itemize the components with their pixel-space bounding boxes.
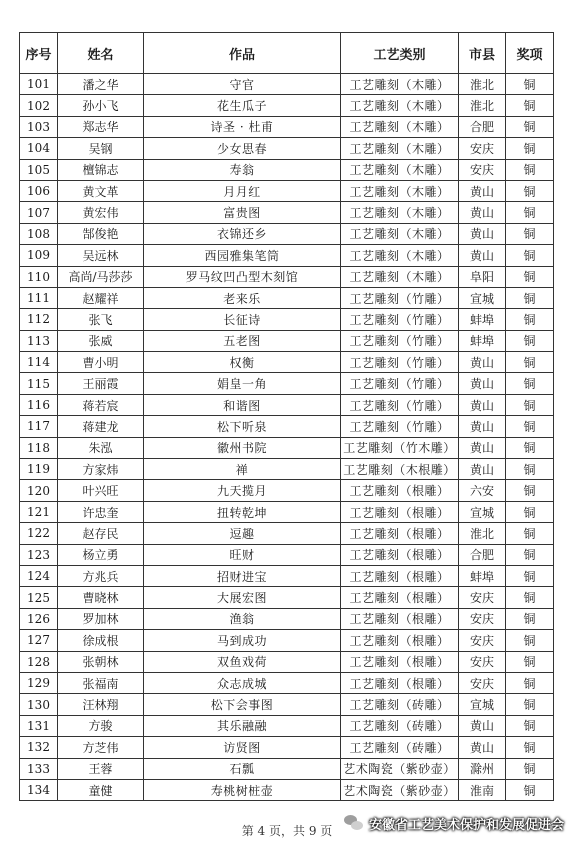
cell-award: 铜 xyxy=(506,587,554,608)
table-body xyxy=(20,74,554,801)
table-row xyxy=(20,587,554,608)
table-row xyxy=(20,245,554,266)
watermark xyxy=(344,814,564,833)
cell-award: 铜 xyxy=(506,309,554,330)
cell-no: 122 xyxy=(20,523,58,544)
cell-city: 安庆 xyxy=(459,608,506,629)
cell-city: 宣城 xyxy=(459,694,506,715)
cell-award: 铜 xyxy=(506,651,554,672)
cell-city: 黄山 xyxy=(459,437,506,458)
cell-category: 工艺雕刻（砖雕） xyxy=(341,715,459,736)
cell-no: 126 xyxy=(20,608,58,629)
cell-name: 方芝伟 xyxy=(58,737,144,758)
cell-work: 其乐融融 xyxy=(144,715,341,736)
cell-category: 工艺雕刻（竹雕） xyxy=(341,373,459,394)
cell-name: 郜俊艳 xyxy=(58,223,144,244)
cell-city: 宣城 xyxy=(459,501,506,522)
cell-name: 潘之华 xyxy=(58,74,144,95)
cell-award: 铜 xyxy=(506,394,554,415)
cell-no: 133 xyxy=(20,758,58,779)
cell-city: 阜阳 xyxy=(459,266,506,287)
cell-no: 109 xyxy=(20,245,58,266)
cell-no: 127 xyxy=(20,630,58,651)
cell-name: 童健 xyxy=(58,779,144,800)
cell-work: 禅 xyxy=(144,459,341,480)
header-no: 序号 xyxy=(20,33,58,74)
cell-work: 招财进宝 xyxy=(144,565,341,586)
cell-name: 吴远林 xyxy=(58,245,144,266)
cell-category: 工艺雕刻（根雕） xyxy=(341,544,459,565)
header-city: 市县 xyxy=(459,33,506,74)
cell-city: 淮北 xyxy=(459,74,506,95)
table-row xyxy=(20,694,554,715)
cell-award: 铜 xyxy=(506,416,554,437)
cell-city: 黄山 xyxy=(459,394,506,415)
cell-name: 方兆兵 xyxy=(58,565,144,586)
cell-work: 寿桃树桩壶 xyxy=(144,779,341,800)
cell-no: 111 xyxy=(20,287,58,308)
cell-no: 101 xyxy=(20,74,58,95)
table-row xyxy=(20,459,554,480)
cell-award: 铜 xyxy=(506,694,554,715)
cell-no: 123 xyxy=(20,544,58,565)
table-row xyxy=(20,180,554,201)
cell-category: 工艺雕刻（木雕） xyxy=(341,223,459,244)
cell-work: 少女思春 xyxy=(144,138,341,159)
cell-name: 郑志华 xyxy=(58,116,144,137)
cell-city: 六安 xyxy=(459,480,506,501)
cell-category: 工艺雕刻（根雕） xyxy=(341,608,459,629)
cell-category: 工艺雕刻（根雕） xyxy=(341,523,459,544)
cell-city: 黄山 xyxy=(459,352,506,373)
cell-city: 安庆 xyxy=(459,587,506,608)
cell-name: 王蓉 xyxy=(58,758,144,779)
cell-work: 渔翁 xyxy=(144,608,341,629)
cell-city: 黄山 xyxy=(459,737,506,758)
table-row xyxy=(20,116,554,137)
table-row xyxy=(20,630,554,651)
table-header-row xyxy=(20,33,554,74)
table-row xyxy=(20,394,554,415)
cell-no: 130 xyxy=(20,694,58,715)
cell-no: 113 xyxy=(20,330,58,351)
cell-work: 众志成城 xyxy=(144,672,341,693)
cell-category: 工艺雕刻（根雕） xyxy=(341,630,459,651)
cell-award: 铜 xyxy=(506,330,554,351)
cell-name: 罗加林 xyxy=(58,608,144,629)
cell-award: 铜 xyxy=(506,565,554,586)
cell-work: 旺财 xyxy=(144,544,341,565)
cell-award: 铜 xyxy=(506,608,554,629)
cell-category: 工艺雕刻（木根雕） xyxy=(341,459,459,480)
cell-category: 工艺雕刻（砖雕） xyxy=(341,694,459,715)
table-row xyxy=(20,352,554,373)
cell-award: 铜 xyxy=(506,266,554,287)
cell-category: 工艺雕刻（木雕） xyxy=(341,180,459,201)
cell-award: 铜 xyxy=(506,287,554,308)
cell-category: 工艺雕刻（竹雕） xyxy=(341,309,459,330)
cell-city: 黄山 xyxy=(459,180,506,201)
cell-award: 铜 xyxy=(506,630,554,651)
cell-name: 叶兴旺 xyxy=(58,480,144,501)
cell-work: 富贵图 xyxy=(144,202,341,223)
cell-city: 宣城 xyxy=(459,287,506,308)
cell-no: 104 xyxy=(20,138,58,159)
cell-work: 月月红 xyxy=(144,180,341,201)
cell-name: 张福南 xyxy=(58,672,144,693)
cell-name: 曹晓林 xyxy=(58,587,144,608)
cell-category: 工艺雕刻（木雕） xyxy=(341,138,459,159)
cell-name: 杨立勇 xyxy=(58,544,144,565)
cell-city: 黄山 xyxy=(459,459,506,480)
cell-name: 汪林翔 xyxy=(58,694,144,715)
table-row xyxy=(20,223,554,244)
cell-category: 工艺雕刻（竹雕） xyxy=(341,330,459,351)
cell-award: 铜 xyxy=(506,779,554,800)
header-name: 姓名 xyxy=(58,33,144,74)
table-row xyxy=(20,608,554,629)
cell-award: 铜 xyxy=(506,737,554,758)
cell-work: 西园雅集笔筒 xyxy=(144,245,341,266)
cell-city: 安庆 xyxy=(459,651,506,672)
cell-work: 娟皇一角 xyxy=(144,373,341,394)
cell-category: 工艺雕刻（木雕） xyxy=(341,245,459,266)
cell-category: 工艺雕刻（根雕） xyxy=(341,587,459,608)
cell-work: 扭转乾坤 xyxy=(144,501,341,522)
cell-name: 赵耀祥 xyxy=(58,287,144,308)
cell-city: 合肥 xyxy=(459,116,506,137)
cell-award: 铜 xyxy=(506,180,554,201)
cell-city: 黄山 xyxy=(459,223,506,244)
cell-city: 合肥 xyxy=(459,544,506,565)
cell-no: 116 xyxy=(20,394,58,415)
cell-award: 铜 xyxy=(506,672,554,693)
cell-no: 124 xyxy=(20,565,58,586)
cell-award: 铜 xyxy=(506,437,554,458)
cell-no: 105 xyxy=(20,159,58,180)
cell-city: 安庆 xyxy=(459,630,506,651)
cell-work: 九天揽月 xyxy=(144,480,341,501)
table-row xyxy=(20,416,554,437)
table-row xyxy=(20,74,554,95)
cell-city: 黄山 xyxy=(459,373,506,394)
cell-name: 王丽霞 xyxy=(58,373,144,394)
cell-no: 112 xyxy=(20,309,58,330)
table-row xyxy=(20,309,554,330)
cell-work: 大展宏图 xyxy=(144,587,341,608)
table-row xyxy=(20,672,554,693)
cell-city: 黄山 xyxy=(459,715,506,736)
cell-city: 蚌埠 xyxy=(459,330,506,351)
award-table xyxy=(19,32,554,801)
cell-category: 工艺雕刻（木雕） xyxy=(341,159,459,180)
table-row xyxy=(20,501,554,522)
cell-name: 张威 xyxy=(58,330,144,351)
cell-work: 和谐图 xyxy=(144,394,341,415)
cell-category: 工艺雕刻（竹雕） xyxy=(341,352,459,373)
cell-work: 寿翁 xyxy=(144,159,341,180)
cell-work: 双鱼戏荷 xyxy=(144,651,341,672)
wechat-icon xyxy=(344,815,364,832)
cell-work: 诗圣 · 杜甫 xyxy=(144,116,341,137)
cell-category: 工艺雕刻（竹雕） xyxy=(341,416,459,437)
watermark-text: 安徽省工艺美术保护和发展促进会 xyxy=(368,818,564,833)
table-row xyxy=(20,202,554,223)
cell-no: 117 xyxy=(20,416,58,437)
cell-name: 方骏 xyxy=(58,715,144,736)
cell-no: 102 xyxy=(20,95,58,116)
cell-category: 工艺雕刻（木雕） xyxy=(341,202,459,223)
table-row xyxy=(20,544,554,565)
cell-name: 黄宏伟 xyxy=(58,202,144,223)
cell-name: 张飞 xyxy=(58,309,144,330)
cell-work: 老来乐 xyxy=(144,287,341,308)
cell-award: 铜 xyxy=(506,159,554,180)
table-row xyxy=(20,159,554,180)
cell-work: 逗趣 xyxy=(144,523,341,544)
cell-work: 马到成功 xyxy=(144,630,341,651)
cell-no: 114 xyxy=(20,352,58,373)
cell-city: 黄山 xyxy=(459,202,506,223)
cell-no: 129 xyxy=(20,672,58,693)
cell-award: 铜 xyxy=(506,352,554,373)
cell-category: 工艺雕刻（木雕） xyxy=(341,74,459,95)
cell-name: 张朝林 xyxy=(58,651,144,672)
cell-work: 徽州书院 xyxy=(144,437,341,458)
table-row xyxy=(20,266,554,287)
cell-award: 铜 xyxy=(506,74,554,95)
cell-work: 松下听泉 xyxy=(144,416,341,437)
cell-category: 工艺雕刻（砖雕） xyxy=(341,737,459,758)
cell-work: 访贤图 xyxy=(144,737,341,758)
cell-city: 淮北 xyxy=(459,95,506,116)
cell-name: 高尚/马莎莎 xyxy=(58,266,144,287)
cell-category: 艺术陶瓷（紫砂壶） xyxy=(341,779,459,800)
table-row xyxy=(20,95,554,116)
cell-name: 孙小飞 xyxy=(58,95,144,116)
cell-city: 黄山 xyxy=(459,245,506,266)
cell-name: 曹小明 xyxy=(58,352,144,373)
cell-name: 吴钢 xyxy=(58,138,144,159)
cell-no: 120 xyxy=(20,480,58,501)
table-row xyxy=(20,565,554,586)
cell-name: 许忠奎 xyxy=(58,501,144,522)
cell-city: 蚌埠 xyxy=(459,565,506,586)
table-row xyxy=(20,437,554,458)
cell-category: 工艺雕刻（根雕） xyxy=(341,480,459,501)
cell-award: 铜 xyxy=(506,245,554,266)
cell-category: 工艺雕刻（竹雕） xyxy=(341,287,459,308)
cell-city: 蚌埠 xyxy=(459,309,506,330)
cell-no: 125 xyxy=(20,587,58,608)
cell-name: 蒋建龙 xyxy=(58,416,144,437)
cell-award: 铜 xyxy=(506,480,554,501)
cell-award: 铜 xyxy=(506,715,554,736)
cell-no: 131 xyxy=(20,715,58,736)
cell-award: 铜 xyxy=(506,501,554,522)
cell-city: 安庆 xyxy=(459,672,506,693)
cell-category: 艺术陶瓷（紫砂壶） xyxy=(341,758,459,779)
cell-work: 罗马纹凹凸型木刻馆 xyxy=(144,266,341,287)
header-work: 作品 xyxy=(144,33,341,74)
cell-award: 铜 xyxy=(506,223,554,244)
cell-work: 松下会事图 xyxy=(144,694,341,715)
cell-name: 徐成根 xyxy=(58,630,144,651)
cell-category: 工艺雕刻（根雕） xyxy=(341,651,459,672)
cell-no: 119 xyxy=(20,459,58,480)
cell-award: 铜 xyxy=(506,95,554,116)
cell-no: 115 xyxy=(20,373,58,394)
cell-no: 110 xyxy=(20,266,58,287)
cell-award: 铜 xyxy=(506,116,554,137)
cell-work: 衣锦还乡 xyxy=(144,223,341,244)
cell-city: 淮北 xyxy=(459,523,506,544)
cell-category: 工艺雕刻（木雕） xyxy=(341,116,459,137)
cell-city: 黄山 xyxy=(459,416,506,437)
cell-city: 淮南 xyxy=(459,779,506,800)
table-row xyxy=(20,330,554,351)
table-row xyxy=(20,523,554,544)
cell-category: 工艺雕刻（根雕） xyxy=(341,501,459,522)
table-row xyxy=(20,737,554,758)
cell-name: 蒋若宸 xyxy=(58,394,144,415)
cell-award: 铜 xyxy=(506,373,554,394)
header-award: 奖项 xyxy=(506,33,554,74)
cell-category: 工艺雕刻（根雕） xyxy=(341,565,459,586)
cell-no: 108 xyxy=(20,223,58,244)
table-row xyxy=(20,287,554,308)
cell-name: 朱泓 xyxy=(58,437,144,458)
table-row xyxy=(20,480,554,501)
cell-award: 铜 xyxy=(506,138,554,159)
header-category: 工艺类别 xyxy=(341,33,459,74)
cell-work: 权衡 xyxy=(144,352,341,373)
table-row xyxy=(20,758,554,779)
cell-work: 花生瓜子 xyxy=(144,95,341,116)
table-row xyxy=(20,779,554,800)
cell-award: 铜 xyxy=(506,202,554,223)
cell-no: 118 xyxy=(20,437,58,458)
cell-city: 安庆 xyxy=(459,159,506,180)
cell-category: 工艺雕刻（木雕） xyxy=(341,266,459,287)
cell-award: 铜 xyxy=(506,758,554,779)
cell-city: 安庆 xyxy=(459,138,506,159)
cell-work: 五老图 xyxy=(144,330,341,351)
cell-category: 工艺雕刻（竹雕） xyxy=(341,394,459,415)
cell-no: 106 xyxy=(20,180,58,201)
table-row xyxy=(20,651,554,672)
cell-city: 滁州 xyxy=(459,758,506,779)
cell-work: 守官 xyxy=(144,74,341,95)
cell-name: 赵存民 xyxy=(58,523,144,544)
table-row xyxy=(20,138,554,159)
cell-award: 铜 xyxy=(506,544,554,565)
cell-award: 铜 xyxy=(506,523,554,544)
cell-name: 黄文革 xyxy=(58,180,144,201)
cell-award: 铜 xyxy=(506,459,554,480)
cell-no: 103 xyxy=(20,116,58,137)
page-number: 第 4 页，共 9 页 xyxy=(241,824,333,838)
cell-category: 工艺雕刻（木雕） xyxy=(341,95,459,116)
cell-work: 长征诗 xyxy=(144,309,341,330)
cell-no: 134 xyxy=(20,779,58,800)
cell-category: 工艺雕刻（根雕） xyxy=(341,672,459,693)
cell-name: 檀锦志 xyxy=(58,159,144,180)
table-row xyxy=(20,373,554,394)
cell-category: 工艺雕刻（竹木雕） xyxy=(341,437,459,458)
cell-name: 方家炜 xyxy=(58,459,144,480)
cell-no: 132 xyxy=(20,737,58,758)
table-row xyxy=(20,715,554,736)
cell-no: 121 xyxy=(20,501,58,522)
cell-no: 128 xyxy=(20,651,58,672)
cell-work: 石瓢 xyxy=(144,758,341,779)
cell-no: 107 xyxy=(20,202,58,223)
